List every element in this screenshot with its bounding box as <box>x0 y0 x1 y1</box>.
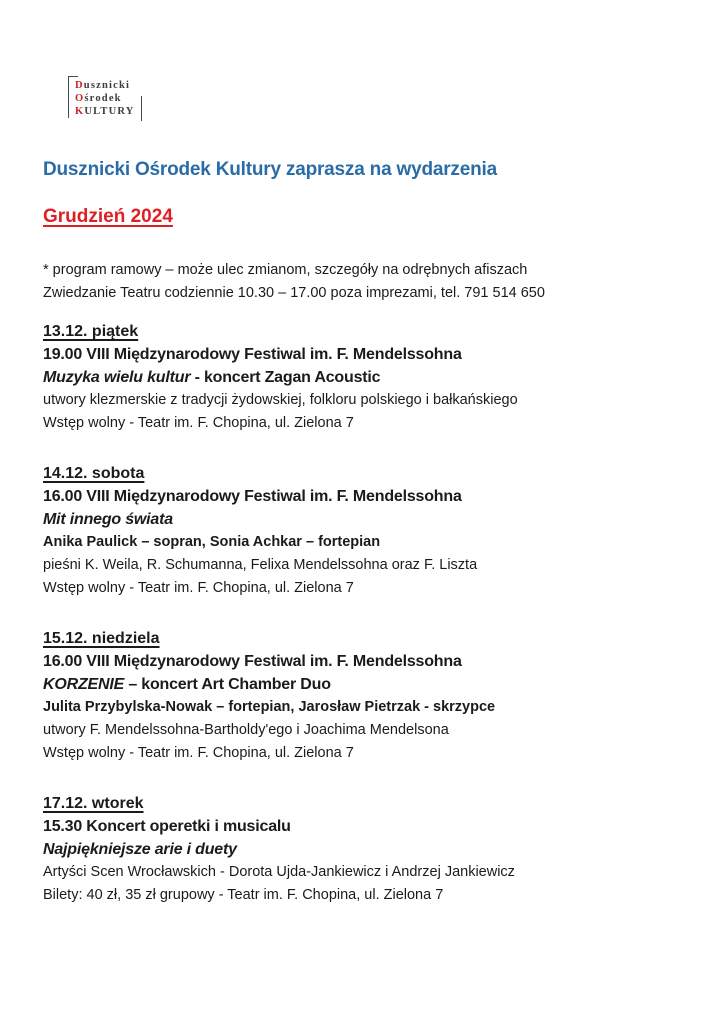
event-block-15-12 <box>43 627 683 765</box>
program-note-1: * program ramowy – może ulec zmianom, szczegóły na odrębnych afiszach <box>43 262 528 278</box>
event-subtitle-rest: - koncert Zagan Acoustic <box>190 369 381 386</box>
event-title: 16.00 VIII Międzynarodowy Festiwal im. F. Mendelssohna <box>43 653 462 670</box>
month-heading: Grudzień 2024 <box>43 206 173 227</box>
event-title: 15.30 Koncert operetki i musicalu <box>43 818 291 835</box>
event-title: 16.00 VIII Międzynarodowy Festiwal im. F. Mendelssohna <box>43 488 462 505</box>
event-detail-2: Wstęp wolny - Teatr im. F. Chopina, ul. Zielona 7 <box>43 580 354 596</box>
event-subtitle <box>43 508 683 531</box>
event-block-17-12 <box>43 792 683 907</box>
event-subtitle <box>43 673 683 696</box>
event-detail-1: Artyści Scen Wrocławskich - Dorota Ujda-Jankiewicz i Andrzej Jankiewicz <box>43 864 515 880</box>
event-block-14-12 <box>43 462 683 600</box>
event-detail-1: utwory klezmerskie z tradycji żydowskiej, folkloru polskiego i bałkańskiego <box>43 392 518 408</box>
event-subtitle-italic: Muzyka wielu kultur <box>43 369 191 386</box>
event-detail-2: Wstęp wolny - Teatr im. F. Chopina, ul. Zielona 7 <box>43 415 354 431</box>
event-block-13-12 <box>43 320 683 435</box>
event-subtitle <box>43 366 683 389</box>
logo-initial-d: D <box>75 80 84 91</box>
event-date: 17.12. wtorek <box>43 795 144 812</box>
event-subtitle-italic: Mit innego świata <box>43 511 173 528</box>
logo-initial-k: K <box>75 106 85 117</box>
event-subtitle-rest: – koncert Art Chamber Duo <box>124 676 331 693</box>
page-title: Dusznicki Ośrodek Kultury zaprasza na wydarzenia <box>43 159 497 180</box>
event-detail-2: Bilety: 40 zł, 35 zł grupowy - Teatr im. F. Chopina, ul. Zielona 7 <box>43 887 444 903</box>
event-date: 14.12. sobota <box>43 465 145 482</box>
event-detail-2: Wstęp wolny - Teatr im. F. Chopina, ul. Zielona 7 <box>43 745 354 761</box>
event-detail-1: utwory F. Mendelssohna-Bartholdy'ego i Joachima Mendelsona <box>43 722 449 738</box>
event-subtitle-italic: KORZENIE <box>43 676 125 693</box>
logo-rest-1: usznicki <box>83 80 131 91</box>
logo-initial-o: O <box>75 93 85 104</box>
event-performers: Julita Przybylska-Nowak – fortepian, Jarosław Pietrzak - skrzypce <box>43 699 496 715</box>
event-date: 13.12. piątek <box>43 323 139 340</box>
logo-rest-2: środek <box>84 93 122 104</box>
event-title: 19.00 VIII Międzynarodowy Festiwal im. F. Mendelssohna <box>43 346 462 363</box>
document-content <box>43 0 683 907</box>
program-note-2: Zwiedzanie Teatru codziennie 10.30 – 17.00 poza imprezami, tel. 791 514 650 <box>43 285 545 301</box>
event-subtitle <box>43 838 683 861</box>
program-notes <box>43 259 683 305</box>
event-detail-1: pieśni K. Weila, R. Schumanna, Felixa Mendelssohna oraz F. Liszta <box>43 557 478 573</box>
event-subtitle-italic: Najpiękniejsze arie i duety <box>43 841 237 858</box>
event-performers: Anika Paulick – sopran, Sonia Achkar – fortepian <box>43 534 381 550</box>
event-date: 15.12. niedziela <box>43 630 160 647</box>
logo-rest-3: ULTURY <box>84 106 135 117</box>
